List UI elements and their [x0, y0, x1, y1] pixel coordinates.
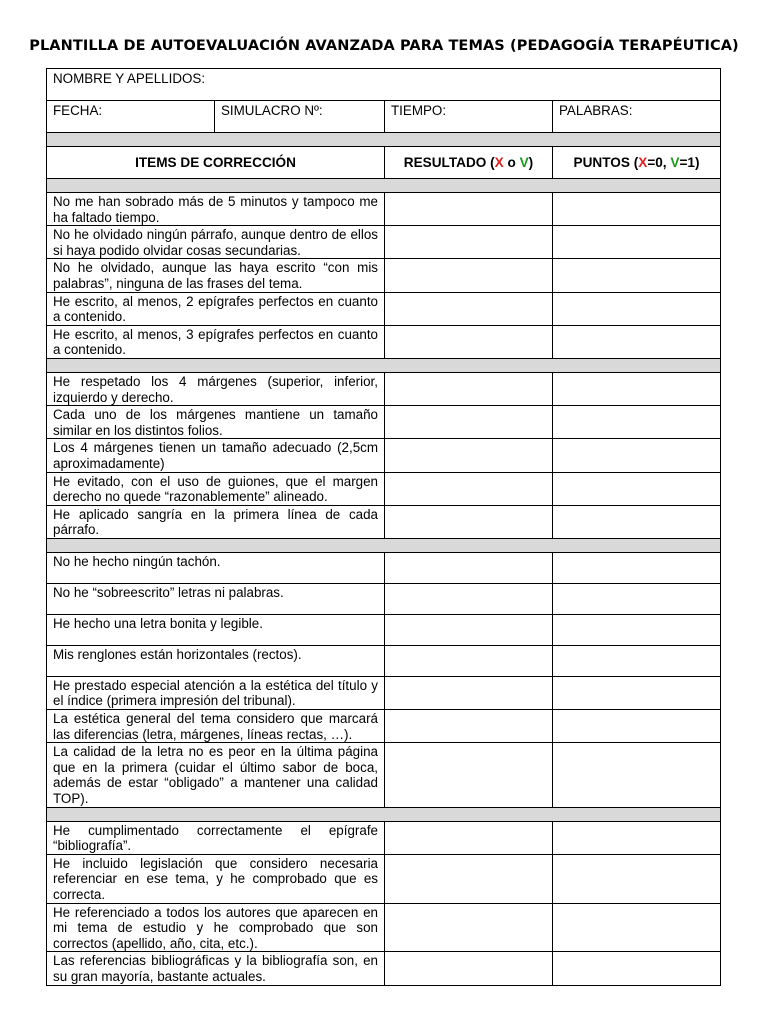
section-divider [47, 179, 721, 193]
criterion-text: No me han sobrado más de 5 minutos y tampoco me ha faltado tiempo. [47, 193, 385, 226]
document-title: PLANTILLA DE AUTOEVALUACIÓN AVANZADA PARA TEMAS (PEDAGOGÍA TERAPÉUTICA) [29, 38, 739, 54]
points-cell[interactable] [553, 552, 721, 583]
column-header-row [47, 147, 721, 179]
criterion-text: La calidad de la letra no es peor en la última página que en la primera (cuidar el último sabor de boca, además de estar “obligado” a mantener una calidad TOP). [47, 743, 385, 807]
result-cell[interactable] [385, 821, 553, 854]
criterion-row [47, 821, 721, 854]
result-column-header: RESULTADO (X o V) [385, 147, 553, 179]
result-cell[interactable] [385, 472, 553, 505]
criterion-row [47, 259, 721, 292]
result-cell[interactable] [385, 552, 553, 583]
result-cell[interactable] [385, 372, 553, 405]
points-column-header: PUNTOS (X=0, V=1) [553, 147, 721, 179]
result-cell[interactable] [385, 439, 553, 472]
words-label: PALABRAS: [559, 103, 633, 118]
points-cell[interactable] [553, 325, 721, 358]
result-cell[interactable] [385, 193, 553, 226]
section-divider [47, 358, 721, 372]
points-cell[interactable] [553, 439, 721, 472]
criterion-row [47, 645, 721, 676]
criterion-row [47, 552, 721, 583]
points-cell[interactable] [553, 710, 721, 743]
points-cell[interactable] [553, 645, 721, 676]
result-cell[interactable] [385, 854, 553, 903]
criterion-row [47, 743, 721, 807]
criterion-text: La estética general del tema considero que marcará las diferencias (letra, márgenes, líneas rectas, …). [47, 710, 385, 743]
criterion-row [47, 583, 721, 614]
result-cell[interactable] [385, 583, 553, 614]
name-label: NOMBRE Y APELLIDOS: [53, 71, 206, 86]
points-cell[interactable] [553, 292, 721, 325]
points-cell[interactable] [553, 743, 721, 807]
criterion-text: He respetado los 4 márgenes (superior, inferior, izquierdo y derecho. [47, 372, 385, 405]
result-cell[interactable] [385, 406, 553, 439]
criterion-text: Los 4 márgenes tienen un tamaño adecuado (2,5cm aproximadamente) [47, 439, 385, 472]
result-cell[interactable] [385, 325, 553, 358]
criterion-text: No he hecho ningún tachón. [47, 552, 385, 583]
result-cell[interactable] [385, 710, 553, 743]
criterion-text: No he olvidado, aunque las haya escrito “con mis palabras”, ninguna de las frases del tema. [47, 259, 385, 292]
evaluation-table [46, 68, 721, 986]
points-cell[interactable] [553, 952, 721, 985]
result-cell[interactable] [385, 952, 553, 985]
criterion-text: He prestado especial atención a la estética del título y el índice (primera impresión del tribunal). [47, 676, 385, 709]
criterion-text: Cada uno de los márgenes mantiene un tamaño similar en los distintos folios. [47, 406, 385, 439]
criterion-text: He evitado, con el uso de guiones, que el margen derecho no quede “razonablemente” alineado. [47, 472, 385, 505]
points-cell[interactable] [553, 583, 721, 614]
criterion-row [47, 325, 721, 358]
points-cell[interactable] [553, 903, 721, 952]
points-cell[interactable] [553, 614, 721, 645]
result-cell[interactable] [385, 676, 553, 709]
criterion-row [47, 854, 721, 903]
result-cell[interactable] [385, 903, 553, 952]
simulacro-field[interactable] [215, 101, 385, 133]
criterion-row [47, 614, 721, 645]
time-label: TIEMPO: [391, 103, 447, 118]
criterion-row [47, 952, 721, 985]
criterion-text: No he “sobreescrito” letras ni palabras. [47, 583, 385, 614]
result-cell[interactable] [385, 226, 553, 259]
simulacro-label: SIMULACRO Nº: [221, 103, 323, 118]
criterion-row [47, 193, 721, 226]
self-evaluation-form [46, 68, 720, 986]
criterion-row [47, 472, 721, 505]
criterion-text: Mis renglones están horizontales (rectos). [47, 645, 385, 676]
items-column-header: ITEMS DE CORRECCIÓN [47, 147, 385, 179]
date-label: FECHA: [53, 103, 103, 118]
criterion-text: No he olvidado ningún párrafo, aunque dentro de ellos si haya podido olvidar cosas secundarias. [47, 226, 385, 259]
result-cell[interactable] [385, 292, 553, 325]
points-cell[interactable] [553, 472, 721, 505]
points-cell[interactable] [553, 372, 721, 405]
result-cell[interactable] [385, 505, 553, 538]
points-cell[interactable] [553, 821, 721, 854]
criterion-text: He escrito, al menos, 3 epígrafes perfectos en cuanto a contenido. [47, 325, 385, 358]
points-cell[interactable] [553, 676, 721, 709]
criterion-text: Las referencias bibliográficas y la bibliografía son, en su gran mayoría, bastante actuales. [47, 952, 385, 985]
result-cell[interactable] [385, 614, 553, 645]
points-cell[interactable] [553, 226, 721, 259]
criterion-row [47, 710, 721, 743]
result-cell[interactable] [385, 743, 553, 807]
criterion-row [47, 226, 721, 259]
date-field[interactable] [47, 101, 215, 133]
points-cell[interactable] [553, 854, 721, 903]
criterion-row [47, 903, 721, 952]
criterion-text: He referenciado a todos los autores que aparecen en mi tema de estudio y he comprobado que son correctos (apellido, año, cita, etc.). [47, 903, 385, 952]
criterion-row [47, 372, 721, 405]
criterion-text: He incluido legislación que considero necesaria referenciar en ese tema, y he comprobado que es correcta. [47, 854, 385, 903]
criterion-row [47, 406, 721, 439]
section-divider [47, 807, 721, 821]
result-cell[interactable] [385, 645, 553, 676]
criterion-text: He hecho una letra bonita y legible. [47, 614, 385, 645]
criterion-text: He escrito, al menos, 2 epígrafes perfectos en cuanto a contenido. [47, 292, 385, 325]
points-cell[interactable] [553, 193, 721, 226]
points-cell[interactable] [553, 505, 721, 538]
criterion-row [47, 676, 721, 709]
criterion-text: He aplicado sangría en la primera línea de cada párrafo. [47, 505, 385, 538]
criterion-row [47, 439, 721, 472]
criterion-row [47, 505, 721, 538]
result-cell[interactable] [385, 259, 553, 292]
criterion-text: He cumplimentado correctamente el epígrafe “bibliografía”. [47, 821, 385, 854]
points-cell[interactable] [553, 259, 721, 292]
time-field[interactable] [385, 101, 553, 133]
name-field[interactable] [47, 69, 721, 101]
points-cell[interactable] [553, 406, 721, 439]
section-divider [47, 133, 721, 147]
words-field[interactable] [553, 101, 721, 133]
criterion-row [47, 292, 721, 325]
section-divider [47, 538, 721, 552]
